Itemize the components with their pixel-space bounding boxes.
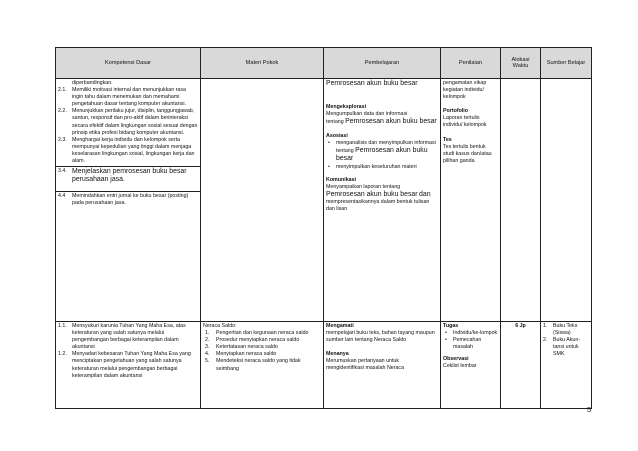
menanya-title: Menanya: [326, 351, 349, 358]
sumber-item: Buku Akun-tansi untuk SMK: [553, 337, 581, 358]
kd-text: Memindahkan entri jurnal ke buku besar (posting) pada perusahaan jasa.: [72, 192, 189, 206]
menanya-text: Merumuskan pertanyaan untuk mengidentifikasi masalah Neraca: [326, 358, 405, 372]
asosiasi-topic: Pemrosesan akun buku besar: [336, 146, 428, 163]
penilaian-cell: [441, 79, 501, 322]
kd-number: 2.1.: [58, 87, 67, 94]
mengeksplorasi-title: Mengeksplorasi: [326, 104, 367, 111]
materi-item: Pengertian dan kegunaan neraca saldo: [216, 330, 309, 337]
portofolio-title: Portofolio: [443, 108, 469, 115]
observasi-text: Ceklist lembar: [443, 363, 477, 370]
pembelajaran-cell: Pemrosesan akun buku besar Mengeksplorasi Mengumpulkan data dan informasi tentang Pemrosesan akun buku besar Asosiasi • menganalisis dan menyimpulkan informasi tentang Pemrosesan akun buku besar • menyimpulkan keseluruhan materi Komunikasi Menyampaikan laporan tentang Pemrosesan akun buku besar dan mempresentasikannya dalam bentuk tulisan dan lisan: [324, 79, 441, 322]
materi-cell: [201, 79, 324, 322]
topic-text: Pemrosesan akun buku besar: [326, 80, 418, 87]
asosiasi-bullet-text: menyimpulkan keseluruhan materi: [336, 163, 417, 170]
materi-item: Menyiapkan neraca saldo: [216, 351, 277, 358]
observasi-title: Observasi: [443, 356, 469, 363]
table-row: [56, 322, 592, 409]
tugas-title: Tugas: [443, 323, 459, 329]
kd-text: Memiliki motivasi internal dan menunjukkan rasa ingin tahu dalam menemukan dan memahami pengetahuan dasar tentang komputer akuntansi.: [72, 87, 186, 108]
mengeksplorasi-text: Mengumpulkan data dan informasi: [326, 111, 408, 118]
header-alokasi-waktu: Alokasi Waktu: [501, 48, 541, 79]
komunikasi-text: mempresentasikannya dalam bentuk tulisan dan lisan: [326, 199, 430, 213]
tugas-item: Pemecahan masalah: [453, 337, 482, 351]
asosiasi-bullet-text: menganalisis dan menyimpulkan informasi tentang: [336, 139, 436, 154]
sumber-number: 2.: [543, 337, 548, 344]
pengamatan-text: pengamatan sikap kegiatan individu/ kelompok: [443, 80, 487, 101]
mengeksplorasi-topic: Pemrosesan akun buku besar: [345, 118, 437, 126]
tes-title: Tes: [443, 136, 452, 143]
materi-cell: [201, 322, 324, 409]
materi-item: Ketertatasan neraca saldo: [216, 344, 278, 351]
penilaian-cell: Tugas • Individu/ke-lompok • Pemecahan masalah Observasi Ceklist lembar: [441, 322, 501, 409]
tugas-item: Individu/ke-lompok: [453, 330, 498, 337]
alokasi-cell: 6 Jp: [501, 322, 541, 409]
kd-number: 2.2.: [58, 108, 67, 115]
kd-number: 1.2.: [58, 351, 67, 358]
kd-text: Menjelaskan pemrosesan buku besar perusahaan jasa.: [72, 168, 187, 184]
kd-continuation: diperbandingkan.: [72, 80, 113, 86]
mengamati-title: Mengamati: [326, 323, 354, 329]
materi-number: 3.: [205, 344, 210, 351]
header-sumber-belajar: Sumber Belajar: [541, 48, 592, 79]
materi-number: 4.: [205, 351, 210, 358]
kd-text: Mensyukuri karunia Tuhan Yang Maha Esa, atas keteraturan yang salah satunya melalui pengembangan berbagai keterampilan dalam akuntansi: [72, 323, 186, 351]
kd-text: Menyadari kebesaran Tuhan Yang Maha Esa yang menciptakan pengetahuan yang salah satunya keteraturan melalui pengembangan berbagai keterampilan dalam akuntansi: [72, 351, 191, 379]
materi-number: 2.: [205, 337, 210, 344]
asosiasi-title: Asosiasi: [326, 132, 348, 139]
materi-title: Neraca Saldo:: [203, 323, 237, 329]
sumber-cell: [541, 79, 592, 322]
komunikasi-and: dan: [419, 190, 431, 198]
alokasi-cell: [501, 79, 541, 322]
table-row: [56, 79, 592, 322]
materi-item: Prosedur menyiapkan neraca saldo: [216, 337, 300, 344]
komunikasi-topic: Pemrosesan akun buku besar: [326, 190, 418, 198]
kd-cell: [56, 322, 201, 409]
sumber-cell: [541, 322, 592, 409]
materi-number: 5.: [205, 358, 210, 365]
sumber-item: Buku Teks (Siswa): [553, 323, 578, 337]
kd-text: Menunjukkan perilaku jujur, disiplin, tanggungjawab, santun, responsif dan pro-aktif dalam berinteraksi secara efektif dalam lingkungan sosial sesuai dengan prinsip etika profesi bidang komputer akuntansi.: [72, 108, 198, 136]
sumber-number: 1.: [543, 323, 548, 329]
header-kompetensi-dasar: Kompetensi Dasar: [56, 48, 201, 79]
syllabus-table: [55, 47, 592, 409]
kd-text: Menghargai kerja individu dan kelompok serta mempunyai kepedulian yang tinggi dalam menjaga keselarasan lingkungan sosial, lingkungan kerja dan alam.: [72, 136, 195, 165]
materi-item: Mendeteksi neraca saldo yang tidak seimbang: [216, 358, 301, 372]
header-materi-pokok: Materi Pokok: [201, 48, 324, 79]
kd-number: 4.4: [58, 192, 66, 199]
kd-number: 2.3.: [58, 136, 67, 143]
komunikasi-text: Menyampaikan laporan tentang: [326, 183, 401, 190]
header-pembelajaran: Pembelajaran: [324, 48, 441, 79]
tes-text: Tes tertulis bentuk studi kasus dan/atau pilihan ganda: [443, 143, 492, 164]
page-number: 5: [587, 405, 592, 414]
kd-number: 3.4.: [58, 168, 67, 175]
mengeksplorasi-text-prefix: tentang: [326, 119, 344, 126]
kd-number: 1.1.: [58, 323, 67, 329]
kd-cell: [56, 79, 201, 322]
mengamati-text: mempelajari buku teks, bahan tayang maupun sumber lain tentang Neraca Saldo: [326, 330, 435, 344]
portofolio-text: Laporan tertulis individu/ kelompok: [443, 115, 487, 129]
komunikasi-title: Komunikasi: [326, 176, 357, 183]
materi-number: 1.: [205, 330, 210, 337]
header-penilaian: Penilaian: [441, 48, 501, 79]
table-header-row: [56, 48, 592, 79]
pembelajaran-cell: [324, 322, 441, 409]
